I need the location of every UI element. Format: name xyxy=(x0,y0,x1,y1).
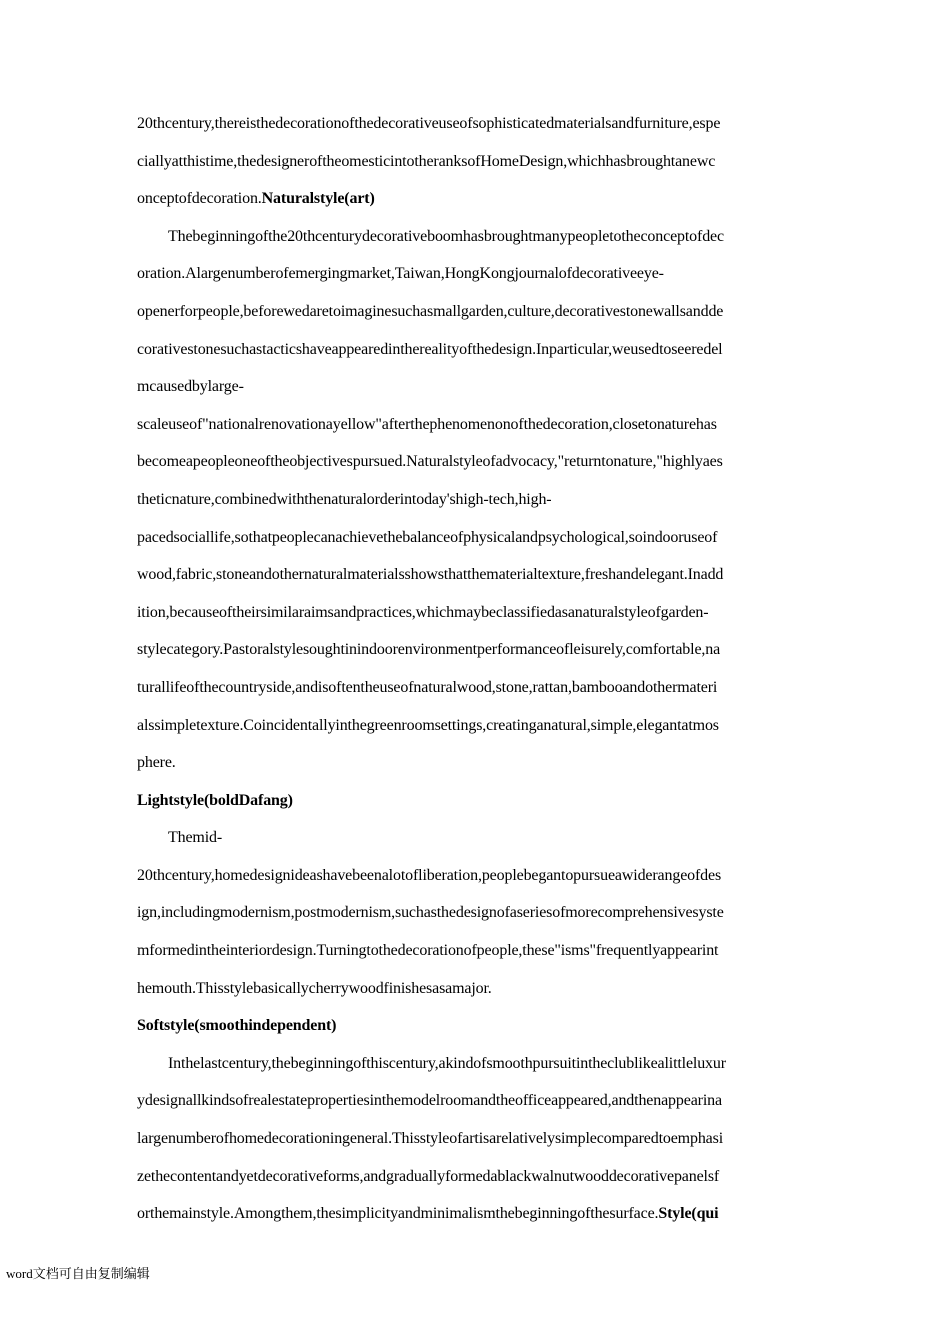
text-line xyxy=(137,443,817,481)
text-line xyxy=(137,406,817,444)
text-line xyxy=(137,707,817,745)
line-text: 20thcentury,thereisthedecorationofthedecorativeuseofsophisticatedmaterialsandfurniture,espe xyxy=(137,115,721,132)
text-line xyxy=(137,331,817,369)
text-line xyxy=(137,293,817,331)
line-text: ydesignallkindsofrealestatepropertiesinthemodelroomandtheofficeappeared,andthenappearina xyxy=(137,1092,722,1110)
text-line xyxy=(137,1120,817,1158)
line-text: phere. xyxy=(137,754,176,772)
text-line xyxy=(137,1045,817,1083)
line-text: corativestonesuchastacticshaveappearedintherealityofthedesign.Inparticular,weusedtoseeredel xyxy=(137,340,723,358)
document-body xyxy=(137,105,817,1233)
text-line xyxy=(137,105,817,143)
line-text: scaleuseof"nationalrenovationayellow"afterthephenomenonofthedecoration,closetonaturehas xyxy=(137,415,717,433)
line-text: theticnature,combinedwiththenaturalorderintoday'shigh-tech,high- xyxy=(137,490,552,508)
line-text: zethecontentandyetdecorativeforms,andgraduallyformedablackwalnutwooddecorativepanelsf xyxy=(137,1167,720,1185)
line-text: Inthelastcentury,thebeginningofthiscentury,akindofsmoothpursuitintheclublikealittleluxur xyxy=(168,1054,726,1072)
line-text: wood,fabric,stoneandothernaturalmaterialsshowsthatthematerialtexture,freshandelegant.Inadd xyxy=(137,566,724,584)
line-text: mformedintheinteriordesign.Turningtothedecorationofpeople,these"isms"frequentlyappearint xyxy=(137,942,719,960)
text-line xyxy=(137,218,817,256)
section-heading: Naturalstyle(art) xyxy=(261,190,375,208)
text-line xyxy=(137,1007,817,1045)
line-text: oration.Alargenumberofemergingmarket,Taiwan,HongKongjournalofdecorativeeye- xyxy=(137,265,664,283)
text-line xyxy=(137,1195,817,1233)
line-text: mcausedbylarge- xyxy=(137,378,244,396)
text-line xyxy=(137,143,817,181)
line-text: 20thcentury,homedesignideashavebeenalotofliberation,peoplebegantopursueawiderangeofdes xyxy=(137,866,722,884)
text-line xyxy=(137,255,817,293)
line-text: alssimpletexture.Coincidentallyinthegreenroomsettings,creatinganatural,simple,elegantatmos xyxy=(137,716,719,734)
line-text: turallifeofthecountryside,andisoftentheuseofnaturalwood,stone,rattan,bambooandothermateri xyxy=(137,678,718,696)
text-line xyxy=(137,894,817,932)
text-line xyxy=(137,1082,817,1120)
line-text: hemouth.Thisstylebasicallycherrywoodfinishesasamajor. xyxy=(137,979,492,997)
text-line xyxy=(137,594,817,632)
line-text: ition,becauseoftheirsimilaraimsandpractices,whichmaybeclassifiedasanaturalstyleofgarden- xyxy=(137,603,709,621)
line-text: ign,includingmodernism,postmodernism,suchasthedesignofaseriesofmorecomprehensivesyste xyxy=(137,904,724,922)
text-line xyxy=(137,180,817,218)
line-text: openerforpeople,beforewedaretoimaginesuchasmallgarden,culture,decorativestonewallsandde xyxy=(137,302,724,320)
text-line xyxy=(137,970,817,1008)
line-text: pacedsociallife,sothatpeoplecanachievethebalanceofphysicalandpsychological,soindooruseof xyxy=(137,528,718,546)
text-line xyxy=(137,669,817,707)
section-heading: Softstyle(smoothindependent) xyxy=(137,1017,337,1035)
line-text: onceptofdecoration. xyxy=(137,190,262,208)
text-line xyxy=(137,1158,817,1196)
section-heading: Style(qui xyxy=(658,1205,719,1223)
text-line xyxy=(137,782,817,820)
line-text: stylecategory.Pastoralstylesoughtinindoorenvironmentperformanceofleisurely,comfortable,na xyxy=(137,641,721,659)
line-text: largenumberofhomedecorationingeneral.Thisstyleofartisarelativelysimplecomparedtoemphasi xyxy=(137,1130,723,1148)
line-text: Thebeginningofthe20thcenturydecorativeboomhasbroughtmanypeopletotheconceptofdec xyxy=(168,227,724,245)
text-line xyxy=(137,631,817,669)
line-text: orthemainstyle.Amongthem,thesimplicityandminimalismthebeginningofthesurface. xyxy=(137,1205,659,1223)
text-line xyxy=(137,819,817,857)
text-line xyxy=(137,368,817,406)
line-text: ciallyatthistime,thedesigneroftheomesticintotheranksofHomeDesign,whichhasbroughtanewc xyxy=(137,152,716,170)
text-line xyxy=(137,519,817,557)
text-line xyxy=(137,857,817,895)
line-text: Themid- xyxy=(168,829,223,847)
footer-note: word文档可自由复制编辑 xyxy=(6,1266,150,1281)
text-line xyxy=(137,556,817,594)
text-line xyxy=(137,744,817,782)
section-heading: Lightstyle(boldDafang) xyxy=(137,791,293,809)
line-text: becomeapeopleoneoftheobjectivespursued.Naturalstyleofadvocacy,"returntonature,"highlyaes xyxy=(137,453,723,471)
text-line xyxy=(137,481,817,519)
text-line xyxy=(137,932,817,970)
